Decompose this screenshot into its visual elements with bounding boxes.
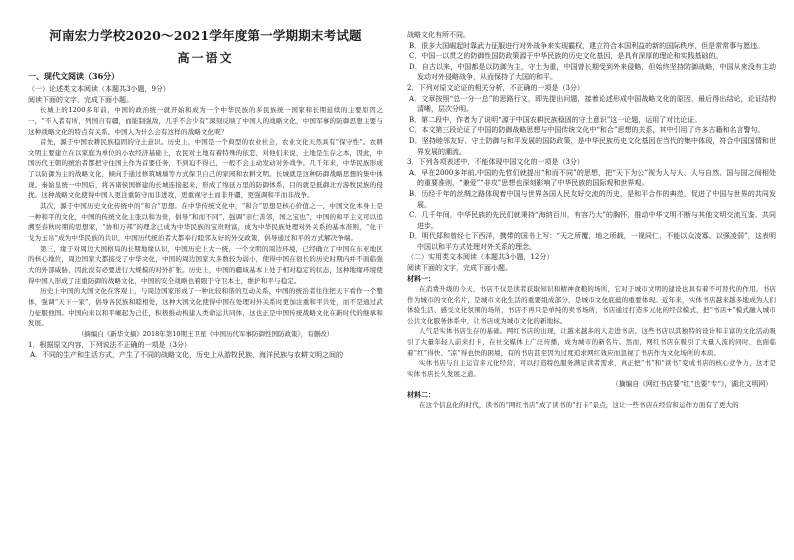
- exam-title: 河南宏力学校2020～2021学年度第一学期期末考试题: [49, 28, 362, 43]
- subject-title: 高一语文: [177, 51, 234, 65]
- passage-paragraph-2: 首先，源于中国农耕民族稳固的守土意识。历史上，中国是一个典型的农业社会，农业文化天然具有“保守性”。农耕文明主要建立在以家庭为单位的小农经济基础上，农民对土地有着特殊的依恋，对他们来说，土地是生存之本，因此，中国历代王朝的统治者都把守住国土作为首要任务，不到迫不得已，一般不会主动发动对外战争。几千年来，中华民族形成了以防御为主的战略文化，倾向于通过修筑城墙等方式保卫自己的家园和农耕文明。长城就是这种防御战略思想的集中体现。秦始皇统一中国后，将各诸侯国修建的长城连接起来，形成了绵延万里的防御体系，目的就是抵御北方游牧民族的侵扰。这种战略文化使得中国人更注重防守而非进攻，更重视守土而非开疆，更强调和平而非战争。: [28, 138, 383, 200]
- question-1-option-a: A．不同的生产和生活方式，产生了不同的战略文化，历史上从游牧民族、海洋民族与农耕文明之间的: [30, 351, 344, 360]
- material-1-source: （摘编自《网红书店要“红”也要“专”》，湖北文明网）: [611, 380, 772, 389]
- material-1-paragraph-2: 人气是实体书店生存的基础。网红书店的出现，让越来越多的人走进书店。这些书店以其独特的设计和丰富的文化活动吸引了大量年轻人前来打卡，在社交媒体上广泛传播，成为城市的新名片。然而，网红书店在吸引了大量人流的同时，也面临着“红”得快、“凉”得也快的困境，有的书店甚至因为过度追求网红效应而忽视了书店作为文化场所的本质。: [407, 327, 776, 357]
- material-2-label: 材料二：: [407, 389, 435, 399]
- question-3-option-b: B．历经千年的丝绸之路体现着中国与世界各国人民友好交流的历史，是和平合作的典范，促进了中国与世界的共同发展。: [409, 189, 776, 209]
- question-2-option-b: B．第二段中，作者为了说明“源于中国农耕民族稳固的守土意识”这一论题，运用了对比论证。: [409, 115, 702, 124]
- question-3-option-a: A．早在2000多年前,中国的先哲们就提出“和而不同”的思想，把“天下为公”视为人与人、人与自然、国与国之间相处的重要准则，“兼爱”“非攻”思想也深刻影响了中华民族的国际观和世界观。: [409, 168, 776, 188]
- passage-source: （摘编自《新华文摘》2018年第10期王卫星《中国历代军事防御性国防政策》，有删改）: [77, 329, 334, 338]
- question-3-option-c: C．几千年间，中华民族的先民们就秉持“海纳百川，有容乃大”的胸怀，推动中华文明不断与其他文明交流互鉴、共同进步。: [409, 211, 776, 230]
- question-3: 3．下列各项表述中，不能体现中国文化的一项是（3分）: [407, 158, 584, 167]
- passage-paragraph-5: 历史上中国的大国文化在客观上，与周边国家形成了一种比较和谐的互动关系，中国的统治者往往把天下看作一个整体，强调“天下一家”，倡导各民族和睦相处，这种大国文化使得中国在处理对外关系时更加注重和平共处，而不是通过武力征服他国。中国向来以和平崛起为己任，积极推动构建人类命运共同体，这也正是中国传统战略文化在新时代的继承和发展。: [28, 287, 383, 328]
- question-2-option-c: C．本文第三段论证了中国的防御战略思想与中国传统文化中“和合”思想的关系，其中引用了许多古籍和名言警句。: [409, 126, 765, 135]
- question-1-option-c: C．中国一以贯之的防御性国防政策源于中华民族的历史文化基因，是具有深厚的理论和实践基础的。: [409, 52, 723, 61]
- material-1-label: 材料一：: [407, 273, 435, 283]
- subsection-2-heading: （二）实用类文本阅读（本题共3小题，12分）: [407, 253, 554, 262]
- question-1: 1．根据原文内容，下列说法不正确的一项是（3分）: [28, 340, 191, 349]
- passage-paragraph-4: 第三，缘于对周边大国格局的长期地缘认识，中国历史上大一统，一个文明的周边环境，已经确立了中国在东亚地区的核心地位，周边国家大都接受了中华文化，中国的周边国家大多数较为弱小，使得中国在很长的历史时期内并不面临强大的外部威胁，因此没有必要进行大规模的对外扩张。历史上，中国的疆域基本上处于相对稳定的状态，这种地缘环境使得中国人形成了注重防御的战略文化，中国的安全战略也着眼于守卫本土，维护和平与稳定。: [28, 244, 383, 285]
- reading-instruction-2: 阅读下面的文字，完成下面小题。: [407, 264, 512, 273]
- question-1-option-b: B．很多大国崛起时靠武力征服进行对外战争来实现霸权，建立符合本国利益的新的国际秩序，但是常常事与愿违。: [409, 41, 765, 50]
- section-heading: 一、现代文阅读（36分）: [28, 71, 120, 81]
- subsection-heading: （一）论述类文本阅读（本题共3小题，9分）: [28, 85, 170, 93]
- question-2: 2．下列对原文论证的相关分析，不正确的一项是（3分）: [407, 83, 584, 92]
- question-2-option-a: A．文章按照“总一分一总”的思路行文，即先提出问题，接着论述形成中国战略文化的原因，最后得出结论，论证结构清晰，层次分明。: [409, 94, 776, 114]
- question-1-option-d: D．自古以来，中国都是以防御为主，守土为重，中国曾长期受到外来侵略，但始终坚持防御战略，中国从来没有主动发动对外侵略战争，从而保持了大国的和平。: [409, 62, 776, 82]
- passage-paragraph-3: 其次，源于中国历史文化传统中的“和合”思想。在中华传统文化中，“和合”思想是核心价值之一，中国文化本身上是一种和平的文化，中国的传统文化主张以和为贵，倡导“和而不同”，强调“亲仁善邻，国之宝也”，中国的和平主义可以追溯至春秋时期的思想家，“协和万邦”的理念已成为中华民族的宝贵财富，成为中华民族处理对外关系的基本准则，“化干戈为玉帛”成为中华民族的共识，中国历代统治者大都奉行睦邻友好的外交政策，倡导通过和平的方式解决争端。: [28, 202, 383, 243]
- reading-instruction: 阅读下面的文字，完成下面小题。: [28, 95, 133, 104]
- material-1-paragraph-1: 在消费升级的今天，书店不仅是读者获取知识和精神食粮的场所，它对于城市文明的建设也具有着不可替代的作用。书店作为城市的文化名片，是城市文化生活的重要组成部分，是城市文化底蕴的重要体现。近年来，实体书店越来越多地成为人们体验生活、感受文化氛围的场所，书店不再只是单纯的卖书场所，书店通过打造多元化的经营模式，把“书店+”模式融入城市公共文化服务体系中，让书店成为城市文化的新地标。: [407, 285, 776, 325]
- q1-option-a-continued: 战略文化有所不同。: [407, 31, 470, 39]
- right-column: [397, 0, 794, 560]
- question-3-option-d: D．明代郑和曾经七下西洋，携带的国书上写：“天之所覆，地之所载，一视同仁，不能以众凌寡、以强凌弱”，这表明中国以和平方式处理对外关系的理念。: [409, 232, 776, 251]
- material-1-paragraph-3: 实体书店与自主运营多元化经营，可以打造特色服务满足读者需求，真正把“书”和“读书”变成书店的核心竞争力，这才是实体书店长久发展之道。: [407, 359, 776, 378]
- question-2-option-d: D．坚持睦邻友好、守土防御与和平发展的国防政策，是中华民族历史文化基因在当代的集中体现，符合中国国情和世界发展的潮流。: [409, 136, 776, 156]
- material-2-paragraph: 在这个信息化的时代，读书的“网红书店”成了读书的“打卡”景点，这让一些书店在经营和运作方面有了更大的: [419, 401, 739, 410]
- passage-paragraph-1: 长城上的1200多年前，中国的政治统一就开始和成为一个中华民族的多民族统一国家和长期延续的主要原因之一，“不入者有所，列国自有疆，而能制强敌，几乎不会少有”深刻反映了中国人的战略文化，中国军事的防御思想主要与这种战略文化的特点有关系。中国人为什么会有这样的战略文化呢？: [28, 106, 383, 136]
